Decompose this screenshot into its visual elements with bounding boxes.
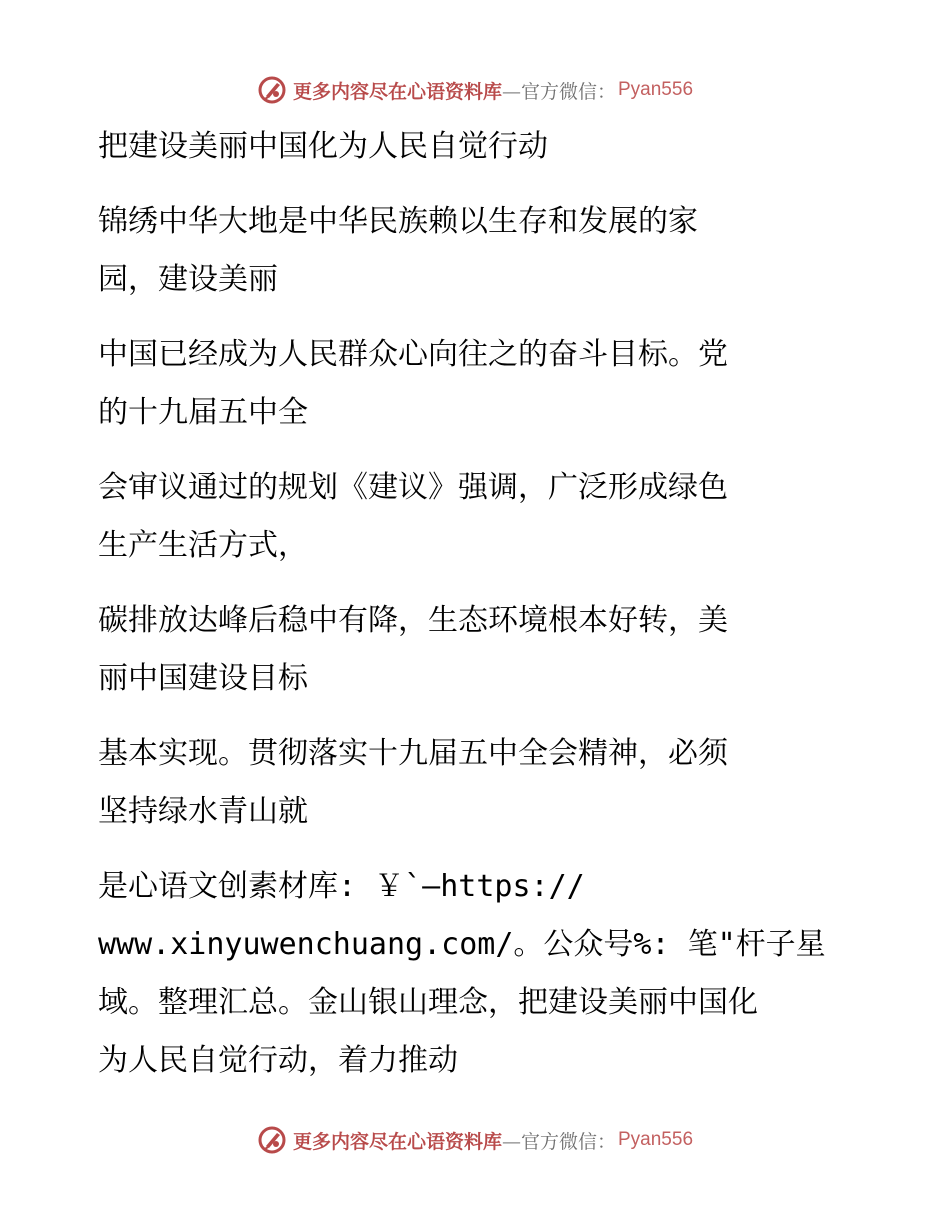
body-line: 是心语文创素材库: ￥`—https://: [98, 869, 585, 904]
quill-pen-seal-icon: [257, 1125, 287, 1155]
body-line: 生产生活方式，: [98, 528, 308, 563]
banner-official-label: 官方微信：: [520, 80, 616, 103]
body-line: 坚持绿水青山就: [98, 794, 308, 829]
body-line: www.xinyuwenchuang.com/。公众号%: 笔"杆子星: [98, 927, 826, 962]
body-line: 把建设美丽中国化为人民自觉行动: [98, 129, 548, 164]
banner-official-label: 官方微信：: [520, 1130, 616, 1153]
banner-dash: —: [501, 1130, 521, 1153]
body-line: 丽中国建设目标: [98, 661, 308, 696]
body-line: 会审议通过的规划《建议》强调，广泛形成绿色: [98, 470, 728, 505]
quill-pen-seal-icon: [257, 75, 287, 105]
body-line: 碳排放达峰后稳中有降，生态环境根本好转，美: [98, 603, 728, 638]
body-line: 锦绣中华大地是中华民族赖以生存和发展的家: [98, 204, 698, 239]
banner-text: 更多内容尽在心语资料库: [292, 1130, 502, 1153]
body-line: 域。整理汇总。金山银山理念，把建设美丽中国化: [98, 985, 758, 1020]
body-line: 基本实现。贯彻落实十九届五中全会精神，必须: [98, 736, 728, 771]
banner-wechat-id: Pyan556: [618, 1129, 694, 1150]
banner-text: 更多内容尽在心语资料库: [292, 80, 502, 103]
banner-dash: —: [501, 80, 521, 103]
body-line: 园，建设美丽: [98, 262, 278, 297]
body-line: 为人民自觉行动，着力推动: [98, 1043, 458, 1078]
body-line: 的十九届五中全: [98, 395, 308, 430]
banner-wechat-id: Pyan556: [618, 79, 694, 100]
body-line: 中国已经成为人民群众心向往之的奋斗目标。党: [98, 337, 728, 372]
footer-watermark-banner: [0, 1120, 950, 1160]
header-watermark-banner: [0, 70, 950, 110]
